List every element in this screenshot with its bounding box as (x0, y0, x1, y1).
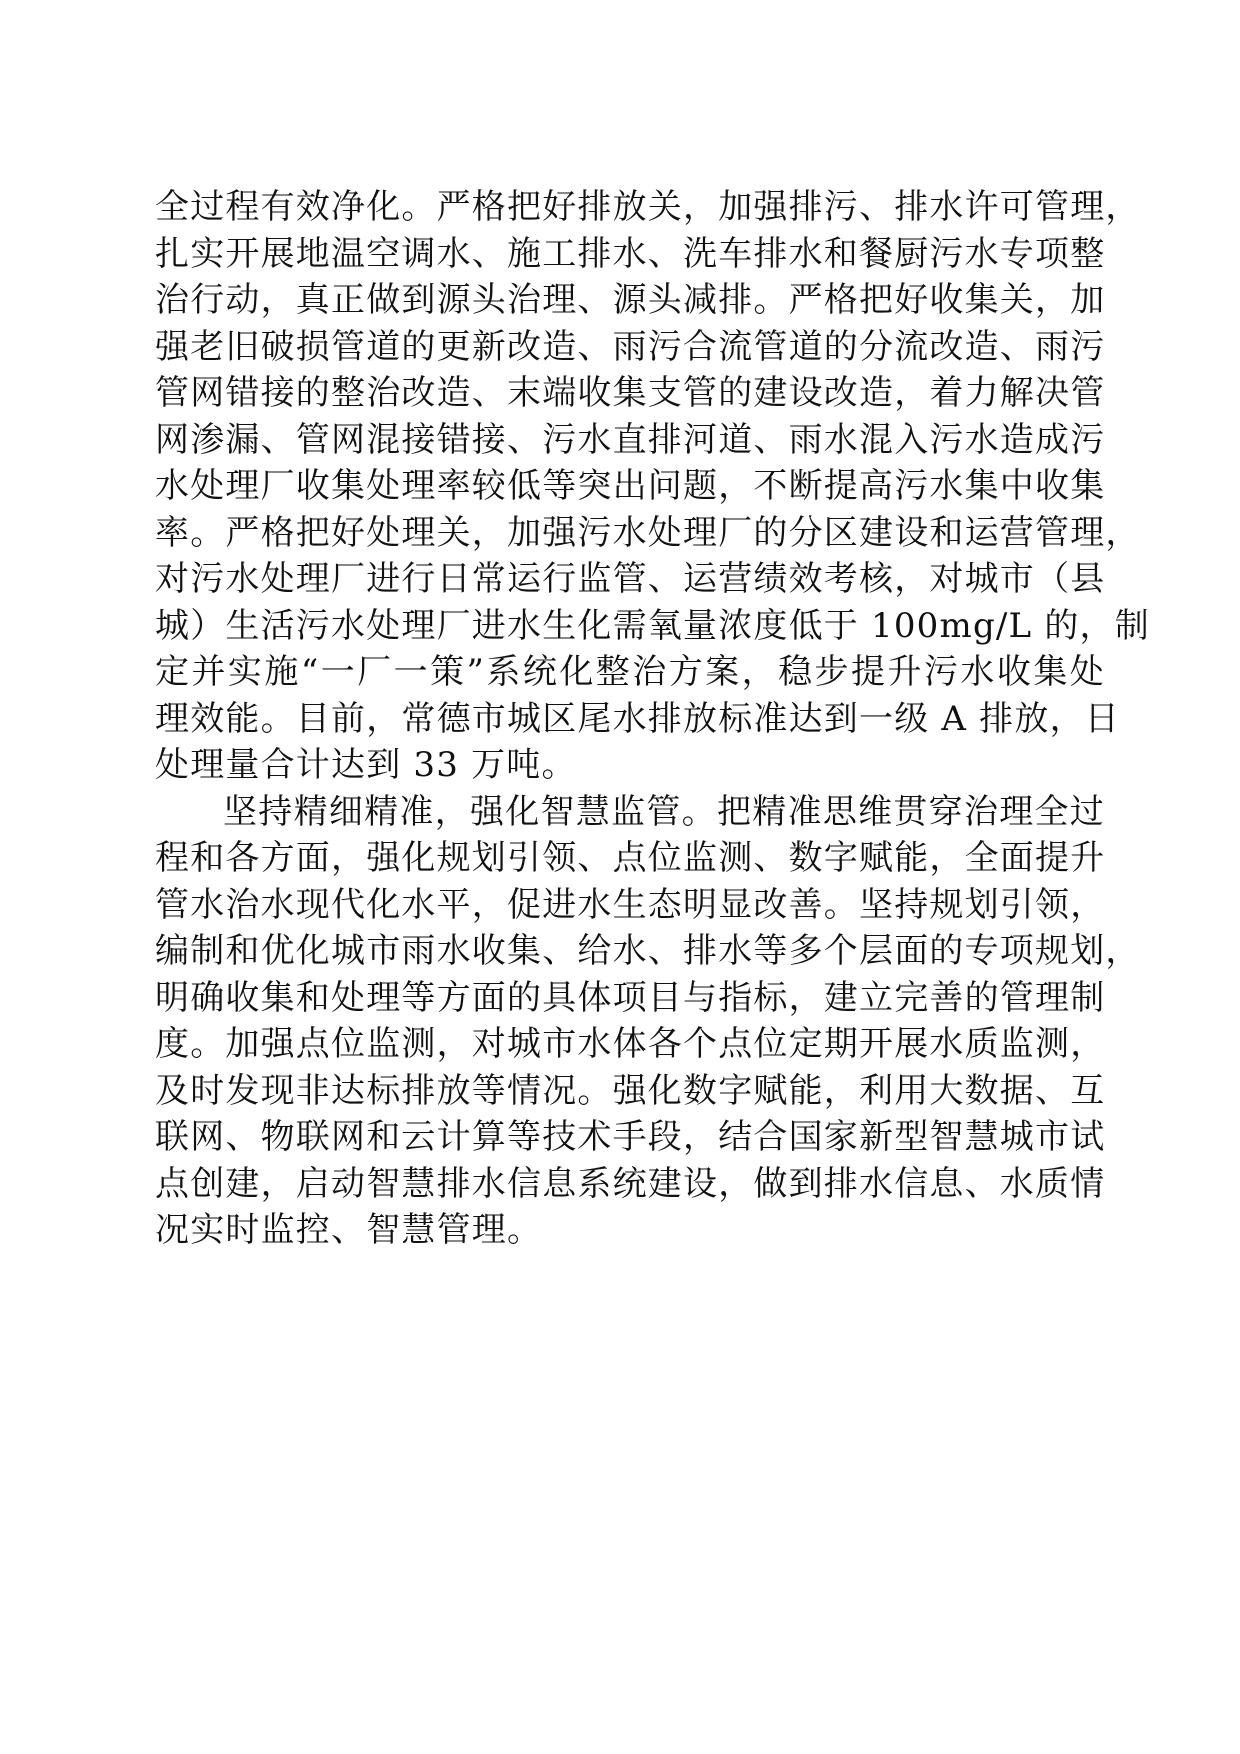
document-body (155, 184, 1150, 1254)
paragraph-line: 定并实施“一厂一策”系统化整治方案，稳步提升污水收集处 (155, 652, 1105, 692)
paragraph-line: 编制和优化城市雨水收集、给水、排水等多个层面的专项规划， (155, 931, 1141, 971)
paragraph-line: 况实时监控、智慧管理。 (155, 1210, 543, 1250)
paragraph-line: 网渗漏、管网混接错接、污水直排河道、雨水混入污水造成污 (155, 419, 1106, 460)
paragraph-1 (155, 184, 1150, 789)
paragraph-line: 治行动，真正做到源头治理、源头减排。严格把好收集关，加 (155, 280, 1106, 320)
paragraph-line: 率。严格把好处理关，加强污水处理厂的分区建设和运营管理， (155, 512, 1141, 553)
paragraph-line: 明确收集和处理等方面的具体项目与指标，建立完善的管理制 (155, 977, 1106, 1018)
paragraph-line: 理效能。目前，常德市城区尾水排放标准达到一级 A 排放，日 (155, 698, 1120, 739)
paragraph-line: 联网、物联网和云计算等技术手段，结合国家新型智慧城市试 (155, 1117, 1106, 1157)
paragraph-line: 强老旧破损管道的更新改造、雨污合流管道的分流改造、雨污 (155, 326, 1106, 367)
paragraph-line: 管水治水现代化水平，促进水生态明显改善。坚持规划引领， (155, 884, 1106, 925)
paragraph-line: 坚持精细精准，强化智慧监管。把精准思维贯穿治理全过 (223, 791, 1105, 832)
paragraph-line: 管网错接的整治改造、末端收集支管的建设改造，着力解决管 (155, 373, 1106, 413)
paragraph-line: 全过程有效净化。严格把好排放关，加强排污、排水许可管理， (155, 187, 1141, 227)
paragraph-line: 点创建，启动智慧排水信息系统建设，做到排水信息、水质情 (155, 1163, 1106, 1204)
paragraph-line: 度。加强点位监测，对城市水体各个点位定期开展水质监测， (155, 1024, 1106, 1064)
paragraph-2 (155, 789, 1141, 1254)
paragraph-line: 城）生活污水处理厂进水生化需氧量浓度低于 100mg/L 的，制 (155, 605, 1150, 646)
paragraph-line: 处理量合计达到 33 万吨。 (155, 745, 577, 785)
paragraph-line: 程和各方面，强化规划引领、点位监测、数字赋能，全面提升 (155, 838, 1106, 878)
paragraph-line: 对污水处理厂进行日常运行监管、运营绩效考核，对城市（县 (155, 559, 1106, 599)
paragraph-line: 水处理厂收集处理率较低等突出问题，不断提高污水集中收集 (155, 466, 1106, 506)
paragraph-line: 扎实开展地温空调水、施工排水、洗车排水和餐厨污水专项整 (155, 233, 1106, 274)
paragraph-line: 及时发现非达标排放等情况。强化数字赋能，利用大数据、互 (155, 1070, 1106, 1111)
